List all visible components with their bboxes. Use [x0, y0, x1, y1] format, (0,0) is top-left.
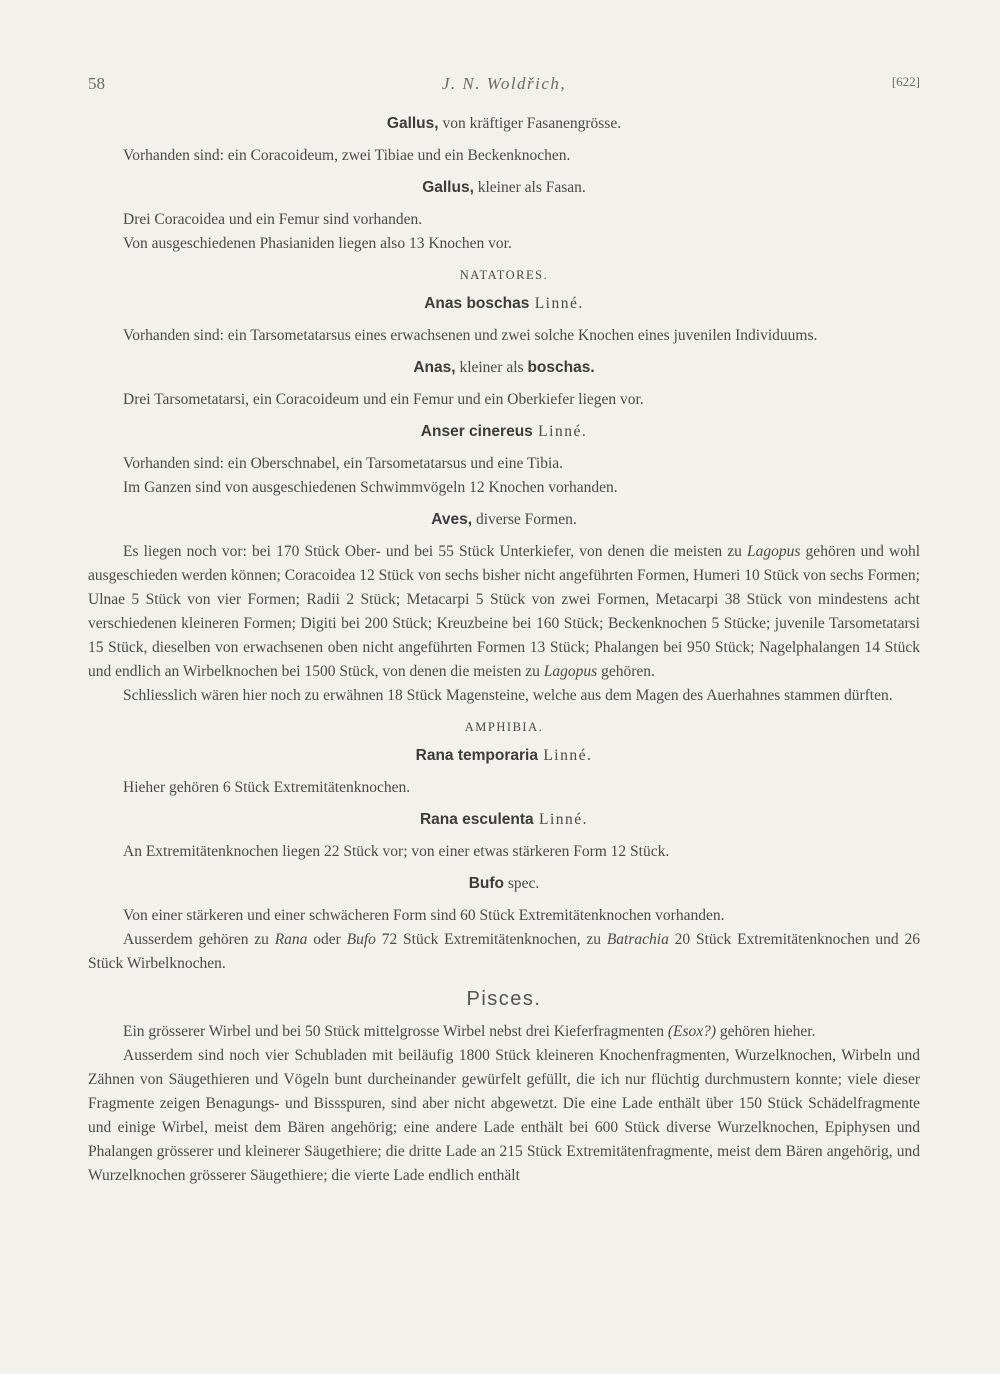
- text-run: gehören und wohl ausgeschieden werden können; Coracoidea 12 Stück von sechs bisher nicht angeführten Formen, Humeri 10 Stück von sechs Formen; Ulnae 5 Stück von vier Formen; Radii 2 Stück; Metacarpi 5 Stück von zwei Formen, Metacarpi 38 Stück von mindestens acht verschiedenen kleineren Formen; Digiti bei 200 Stück; Kreuzbeine bei 160 Stück; Beckenknochen 5 Stücke; juvenile Tarsometatarsi 15 Stück, dieselben von erwachsenen oben nicht angeführten Formen 13 Stück; Phalangen bei 950 Stück; Nagelphalangen 14 Stück und endlich an Wirbelknochen bei 1500 Stück, von denen die meisten zu: [88, 543, 921, 680]
- paragraph: Von ausgeschiedenen Phasianiden liegen also 13 Knochen vor.: [123, 235, 512, 252]
- main-text: [88, 112, 920, 1188]
- text-run: 20 Stück Extremitätenknochen und 26 Stück Wirbelknochen.: [88, 931, 920, 972]
- taxon-desc: diverse Formen.: [472, 511, 577, 528]
- order-heading-amphibia: AMPHIBIA.: [464, 720, 544, 734]
- text-run: 72 Stück Extremitätenknochen, zu: [375, 931, 607, 948]
- species-heading-gallus-1: [88, 112, 920, 136]
- taxon-name: Rana esculenta: [419, 811, 534, 828]
- paragraph: Vorhanden sind: ein Oberschnabel, ein Tarsometatarsus und eine Tibia.: [123, 455, 564, 472]
- taxon-name: Anas boschas: [424, 295, 530, 312]
- text-run: Es liegen noch vor: bei 170 Stück Ober- und bei 55 Stück Unterkiefer, von denen die meisten zu: [123, 543, 748, 560]
- taxon-name: Gallus,: [386, 115, 439, 132]
- species-heading-anser: [88, 420, 920, 444]
- running-header: [88, 74, 920, 100]
- italic-taxon: Bufo: [346, 931, 376, 948]
- text-run: gehören.: [597, 663, 655, 680]
- paragraph: Drei Coracoidea und ein Femur sind vorhanden.: [123, 211, 423, 228]
- taxon-author: Linné.: [532, 423, 588, 440]
- taxon-name: Bufo: [468, 875, 504, 892]
- taxon-name-2: boschas.: [527, 359, 595, 376]
- page-reference: [622]: [891, 74, 920, 89]
- paragraph: Ausserdem sind noch vier Schubladen mit beiläufig 1800 Stück kleineren Knochenfragmenten, Wurzelknochen, Wirbeln und Zähnen von Säugethieren und Vögeln bunt durcheinander gewürfelt gefüllt, die ich nur flüchtig durchmustern konnte; viele dieser Fragmente zeigen Benagungs- und Bissspuren, sind aber nicht abgewetzt. Die eine Lade enthält über 150 Stück Schädelfragmente und einige Wirbel, meist dem Bären angehörig; eine andere Lade enthält bei 600 Stück diverse Wurzelknochen, Epiphysen und Phalangen grösserer und kleinerer Säugethiere; die dritte Lade an 215 Stück Extremitätenfragmente, meist dem Bären angehörig, und Wurzelknochen grösserer Säugethiere; die vierte Lade endlich enthält: [88, 1047, 920, 1184]
- taxon-author: Linné.: [529, 295, 584, 312]
- taxon-desc: von kräftiger Fasanengrösse.: [438, 115, 622, 132]
- page-number: 58: [88, 74, 105, 93]
- italic-taxon: Rana: [274, 931, 308, 948]
- text-run: Ein grösserer Wirbel und bei 50 Stück mittelgrosse Wirbel nebst drei Kieferfragmenten: [123, 1023, 668, 1040]
- species-heading-bufo: [88, 872, 920, 896]
- species-heading-aves: [88, 508, 920, 532]
- taxon-desc: spec.: [504, 875, 540, 892]
- paragraph: [88, 1020, 920, 1044]
- running-author: J. N. Woldřich,: [441, 74, 567, 93]
- text-run: Ausserdem gehören zu: [123, 931, 275, 948]
- species-heading-gallus-2: [88, 176, 920, 200]
- species-heading-rana-temporaria: [88, 744, 920, 768]
- paragraph: [88, 540, 920, 684]
- paragraph: Vorhanden sind: ein Tarsometatarsus eines erwachsenen und zwei solche Knochen eines juvenilen Individuums.: [123, 327, 818, 344]
- taxon-desc: kleiner als: [455, 359, 528, 376]
- italic-taxon: (Esox?): [667, 1023, 717, 1040]
- paragraph: Hieher gehören 6 Stück Extremitätenknochen.: [123, 779, 411, 796]
- taxon-author: Linné.: [537, 747, 593, 764]
- text-run: gehören hieher.: [716, 1023, 816, 1040]
- taxon-name: Rana temporaria: [415, 747, 538, 764]
- text-run: oder: [307, 931, 347, 948]
- species-heading-anas-boschas: [88, 292, 920, 316]
- paragraph: An Extremitätenknochen liegen 22 Stück vor; von einer etwas stärkeren Form 12 Stück.: [123, 843, 670, 860]
- paragraph: Im Ganzen sind von ausgeschiedenen Schwimmvögeln 12 Knochen vorhanden.: [123, 479, 618, 496]
- taxon-desc: kleiner als Fasan.: [473, 179, 586, 196]
- paragraph: Vorhanden sind: ein Coracoideum, zwei Tibiae und ein Beckenknochen.: [123, 147, 571, 164]
- species-heading-anas-small: [88, 356, 920, 380]
- paragraph: Schliesslich wären hier noch zu erwähnen 18 Stück Magensteine, welche aus dem Magen des Auerhahnes stammen dürften.: [123, 687, 893, 704]
- italic-taxon: Batrachia: [606, 931, 669, 948]
- paragraph: Drei Tarsometatarsi, ein Coracoideum und ein Femur und ein Oberkiefer liegen vor.: [123, 391, 644, 408]
- taxon-name: Aves,: [431, 511, 473, 528]
- order-heading-natatores: NATATORES.: [459, 268, 549, 282]
- taxon-name: Anser cinereus: [420, 423, 533, 440]
- italic-taxon: Lagopus: [747, 543, 801, 560]
- italic-taxon: Lagopus: [543, 663, 598, 680]
- class-heading-pisces: Pisces.: [466, 988, 542, 1010]
- taxon-name: Gallus,: [422, 179, 474, 196]
- paragraph: Von einer stärkeren und einer schwächeren Form sind 60 Stück Extremitätenknochen vorhanden.: [123, 907, 725, 924]
- paragraph: [88, 928, 920, 976]
- taxon-author: Linné.: [533, 811, 589, 828]
- species-heading-rana-esculenta: [88, 808, 920, 832]
- taxon-name: Anas,: [413, 359, 456, 376]
